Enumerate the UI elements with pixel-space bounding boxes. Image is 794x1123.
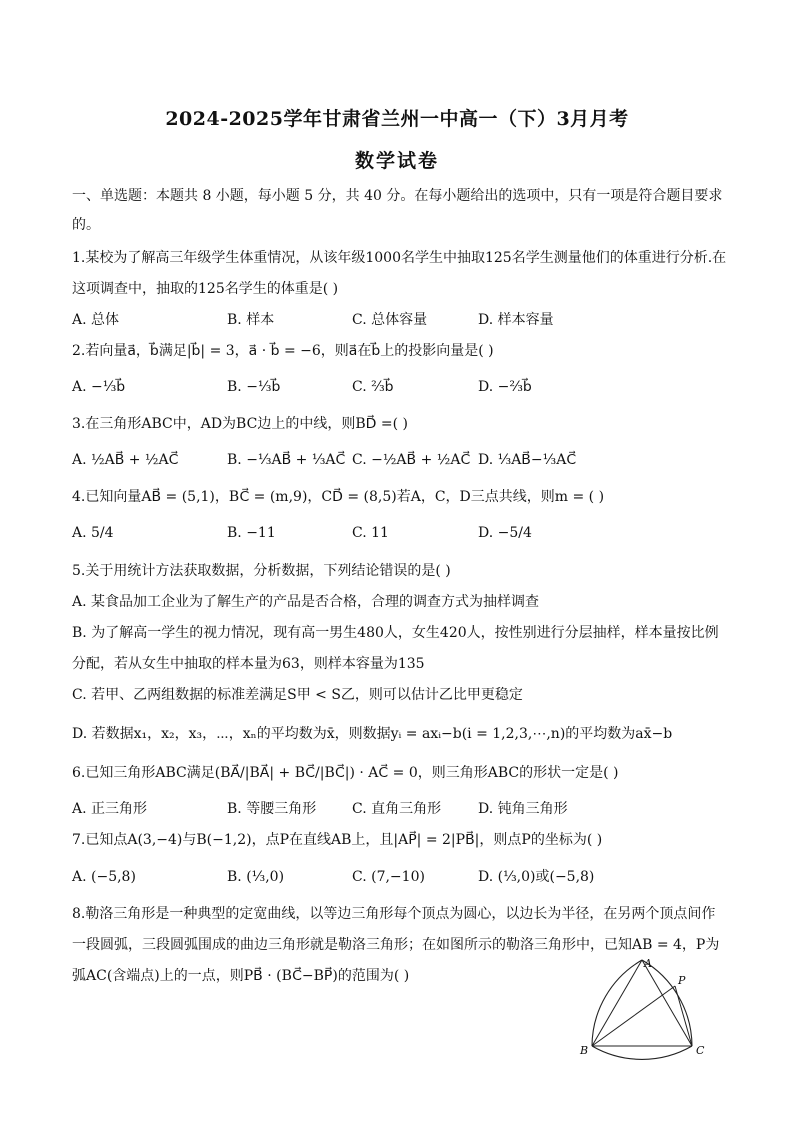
q1-option-d: D. 样本容量 xyxy=(478,312,554,328)
q5-option-b: B. 为了解高一学生的视力情况，现有高一男生480人，女生420人，按性别进行分层抽样，样本量按比例 xyxy=(72,625,719,641)
q7-option-a: A. (−5,8) xyxy=(72,869,136,885)
q6-option-b: B. 等腰三角形 xyxy=(227,801,317,817)
q3-option-d: D. ⅓AB⃗−⅓AC⃗ xyxy=(478,452,577,468)
label-p: P xyxy=(678,974,686,987)
q2-option-d: D. −⅔b⃗ xyxy=(478,379,532,395)
q6-stem: 6.已知三角形ABC满足(BA⃗/|BA⃗| + BC⃗/|BC⃗|) · AC⃗ = 0，则三角形ABC的形状一定是( ) xyxy=(72,765,619,781)
q1-option-a: A. 总体 xyxy=(72,312,120,328)
q1-option-b: B. 样本 xyxy=(227,312,275,328)
q8-stem-cont: 一段圆弧，三段圆弧围成的曲边三角形就是勒洛三角形；在如图所示的勒洛三角形中，已知AB = 4，P为 xyxy=(72,937,720,953)
triangle-side-ab xyxy=(592,960,642,1046)
q4-stem: 4.已知向量AB⃗ = (5,1)，BC⃗ = (m,9)，CD⃗ = (8,5)若A，C，D三点共线，则m = ( ) xyxy=(72,489,605,505)
label-c: C xyxy=(696,1044,705,1057)
q4-option-b: B. −11 xyxy=(227,525,276,541)
q2-option-b: B. −⅓b⃗ xyxy=(227,379,281,395)
q3-option-b: B. −⅓AB⃗ + ⅓AC⃗ xyxy=(227,452,346,468)
q5-option-d: D. 若数据x₁，x₂，x₃，⋯，xₙ的平均数为x̄，则数据yᵢ = axᵢ−b(i = 1,2,3,⋯,n)的平均数为ax̄−b xyxy=(72,726,673,742)
section-heading: 一、单选题：本题共 8 小题，每小题 5 分，共 40 分。在每小题给出的选项中，只有一项是符合题目要求 xyxy=(72,188,723,204)
label-b: B xyxy=(580,1044,589,1057)
q7-option-d: D. (⅓,0)或(−5,8) xyxy=(478,869,595,885)
q6-option-d: D. 钝角三角形 xyxy=(478,801,568,817)
q1-stem-cont: 这项调查中，抽取的125名学生的体重是( ) xyxy=(72,281,339,297)
q4-option-c: C. 11 xyxy=(352,525,389,541)
q5-option-b-cont: 分配，若从女生中抽取的样本量为63，则样本容量为135 xyxy=(72,656,425,672)
q5-stem: 5.关于用统计方法获取数据，分析数据，下列结论错误的是( ) xyxy=(72,563,451,579)
q5-option-a: A. 某食品加工企业为了解生产的产品是否合格，合理的调查方式为抽样调查 xyxy=(72,594,540,610)
reuleaux-triangle-figure xyxy=(578,958,714,1062)
q4-option-a: A. 5/4 xyxy=(72,525,114,541)
reuleaux-arc-bc xyxy=(592,1046,692,1059)
q7-option-b: B. (⅓,0) xyxy=(227,869,285,885)
exam-subtitle: 数学试卷 xyxy=(354,150,439,172)
label-a: A xyxy=(644,958,652,970)
q3-option-a: A. ½AB⃗ + ½AC⃗ xyxy=(72,452,179,468)
q2-option-c: C. ⅔b⃗ xyxy=(352,379,394,395)
triangle-side-ac xyxy=(642,960,692,1046)
q6-option-c: C. 直角三角形 xyxy=(352,801,442,817)
q1-stem: 1.某校为了解高三年级学生体重情况，从该年级1000名学生中抽取125名学生测量他们的体重进行分析.在 xyxy=(72,250,727,266)
section-heading-cont: 的。 xyxy=(72,217,100,233)
q4-option-d: D. −5/4 xyxy=(478,525,532,541)
q3-stem: 3.在三角形ABC中，AD为BC边上的中线，则BD⃗ =( ) xyxy=(72,416,408,432)
q5-option-c: C. 若甲、乙两组数据的标准差满足S甲 < S乙，则可以估计乙比甲更稳定 xyxy=(72,687,523,703)
q2-stem: 2.若向量a⃗，b⃗满足|b⃗| = 3，a⃗ · b⃗ = −6，则a⃗在b⃗上的投影向量是( ) xyxy=(72,343,494,359)
q3-option-c: C. −½AB⃗ + ½AC⃗ xyxy=(352,452,471,468)
q6-option-a: A. 正三角形 xyxy=(72,801,148,817)
segment-bp xyxy=(592,986,675,1046)
q2-option-a: A. −⅓b⃗ xyxy=(72,379,126,395)
q8-stem: 8.勒洛三角形是一种典型的定宽曲线，以等边三角形每个顶点为圆心，以边长为半径，在另两个顶点间作 xyxy=(72,906,716,922)
q1-option-c: C. 总体容量 xyxy=(352,312,428,328)
q8-stem-cont2: 弧AC(含端点)上的一点，则PB⃗ · (BC⃗−BP⃗)的范围为( ) xyxy=(72,968,410,984)
exam-title: 2024-2025学年甘肃省兰州一中高一（下）3月月考 xyxy=(165,108,629,130)
q7-stem: 7.已知点A(3,−4)与B(−1,2)，点P在直线AB上，且|AP⃗| = 2|PB⃗|，则点P的坐标为( ) xyxy=(72,832,603,848)
q7-option-c: C. (7,−10) xyxy=(352,869,425,885)
segment-pc xyxy=(675,986,692,1046)
